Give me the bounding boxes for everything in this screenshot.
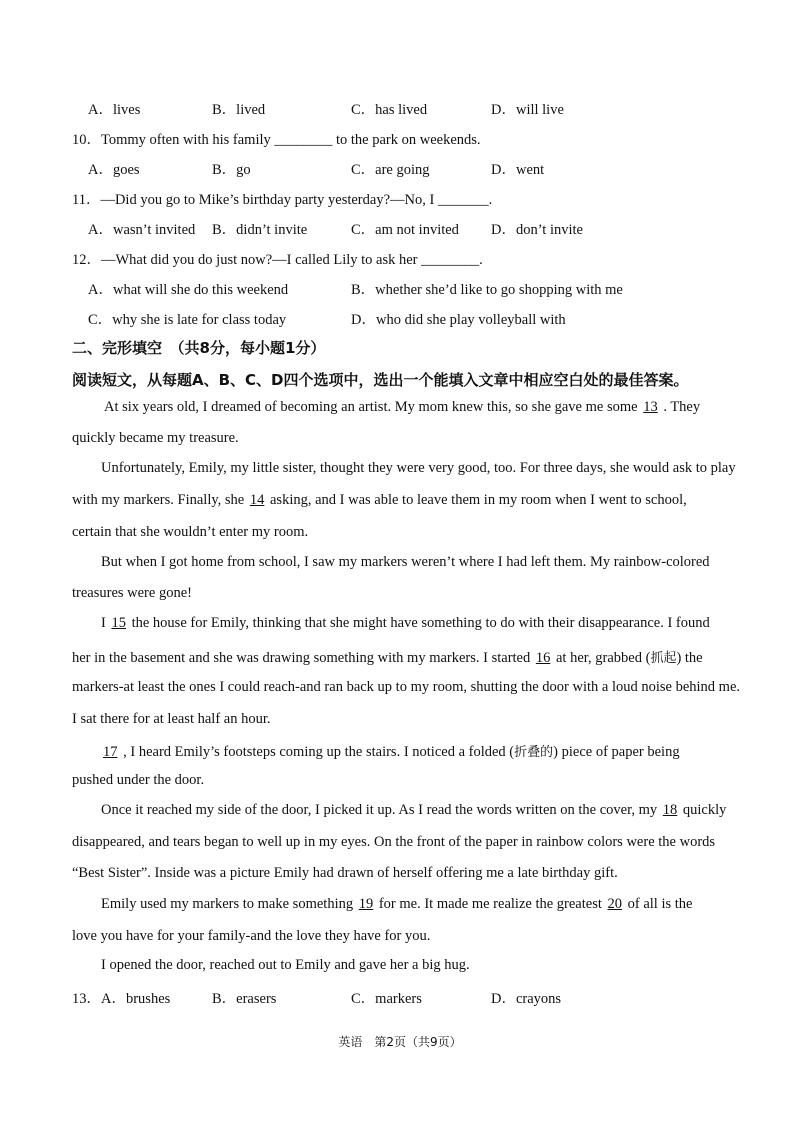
passage-line (101, 741, 680, 761)
passage-text: ) the (676, 650, 703, 666)
passage-line: pushed under the door. (72, 772, 205, 788)
passage-line (101, 896, 692, 913)
passage-line: But when I got home from school, I saw my markers weren’t where I had left them. My rainbow-colored (101, 554, 710, 570)
passage-line: treasures were gone! (72, 585, 192, 601)
q9-option-b: B．lived (212, 102, 266, 118)
passage-text: asking, and I was able to leave them in my room when I went to school, (266, 492, 687, 508)
q11-option-a: A．wasn’t invited (88, 222, 196, 238)
q10-option-c: C．are going (351, 162, 430, 178)
passage-line: love you have for your family-and the love they have for you. (72, 928, 431, 944)
q11-option-d: D．don’t invite (491, 222, 583, 238)
passage-text: At six years old, I dreamed of becoming an artist. My mom knew this, so she gave me some (104, 399, 642, 415)
passage-line: quickly became my treasure. (72, 430, 239, 446)
q12-option-c: C．why she is late for class today (88, 312, 287, 328)
blank-17: 17 (103, 744, 118, 760)
passage-line: “Best Sister”. Inside was a picture Emily had drawn of herself offering me a late birthday gift. (72, 865, 618, 881)
passage-text: , I heard Emily’s footsteps coming up the stairs. I noticed a folded ( (119, 744, 515, 760)
q10-option-d: D．went (491, 162, 545, 178)
passage-line (101, 802, 726, 819)
passage-line: markers-at least the ones I could reach-and ran back up to my room, shutting the door with a loud noise behind me. (72, 679, 741, 695)
q10-option-a: A．goes (88, 162, 140, 178)
passage-text: I (101, 615, 110, 631)
q11-stem: 11．—Did you go to Mike’s birthday party yesterday?—No, I _______. (72, 192, 493, 208)
q9-option-a: A．lives (88, 102, 141, 118)
q12-option-d: D．who did she play volleyball with (351, 312, 566, 328)
blank-18: 18 (662, 802, 678, 818)
passage-line: disappeared, and tears began to well up in my eyes. On the front of the paper in rainbow colors were the words (72, 834, 716, 850)
chinese-gloss: 折叠的 (514, 745, 554, 760)
passage-line: I opened the door, reached out to Emily and gave her a big hug. (101, 957, 470, 973)
passage-line (72, 647, 703, 667)
blank-20: 20 (607, 896, 622, 912)
q10-option-b: B．go (212, 162, 251, 178)
passage-line (72, 492, 687, 509)
q13-option-d: D．crayons (491, 991, 562, 1007)
passage-text: her in the basement and she was drawing something with my markers. I started (72, 650, 534, 666)
q13-option-a: 13．A．brushes (72, 991, 171, 1007)
passage-line: Unfortunately, Emily, my little sister, thought they were very good, too. For three days, she would ask to play (101, 460, 736, 476)
passage-text: . They (659, 399, 701, 415)
q13-option-b: B．erasers (212, 991, 277, 1007)
passage-text: Emily used my markers to make something (101, 896, 357, 912)
q9-option-c: C．has lived (351, 102, 428, 118)
passage-line: certain that she wouldn’t enter my room. (72, 524, 309, 540)
passage-line (104, 399, 700, 416)
passage-text: the house for Emily, thinking that she might have something to do with their disappearance. I found (127, 615, 710, 631)
q12-stem: 12．—What did you do just now?—I called Lily to ask her ________. (72, 252, 483, 268)
blank-15: 15 (111, 615, 126, 631)
passage-text: of all is the (624, 896, 693, 912)
blank-16: 16 (535, 650, 551, 666)
passage-text: for me. It made me realize the greatest (375, 896, 606, 912)
q12-option-b: B．whether she’d like to go shopping with me (351, 282, 623, 298)
section-instruction: 阅读短文，从每题A、B、C、D四个选项中，选出一个能填入文章中相应空白处的最佳答案。 (72, 371, 689, 389)
passage-text: at her, grabbed ( (552, 650, 651, 666)
q11-option-b: B．didn’t invite (212, 222, 308, 238)
passage-text: with my markers. Finally, she (72, 492, 248, 508)
q11-option-c: C．am not invited (351, 222, 459, 238)
q10-stem: 10．Tommy often with his family ________ to the park on weekends. (72, 132, 481, 148)
passage-line (101, 615, 710, 632)
passage-text: Once it reached my side of the door, I picked it up. As I read the words written on the cover, my (101, 802, 661, 818)
passage-text: quickly (679, 802, 727, 818)
blank-13: 13 (643, 399, 658, 415)
section-heading: 二、完形填空 （共8分，每小题1分） (72, 339, 326, 357)
chinese-gloss: 抓起 (650, 651, 677, 666)
passage-text: ) piece of paper being (553, 744, 680, 760)
blank-14: 14 (249, 492, 265, 508)
blank-19: 19 (358, 896, 374, 912)
page-footer: 英语 第2页（共9页） (338, 1035, 462, 1049)
q9-option-d: D．will live (491, 102, 564, 118)
q13-option-c: C．markers (351, 991, 422, 1007)
q12-option-a: A．what will she do this weekend (88, 282, 289, 298)
passage-line: I sat there for at least half an hour. (72, 711, 271, 727)
